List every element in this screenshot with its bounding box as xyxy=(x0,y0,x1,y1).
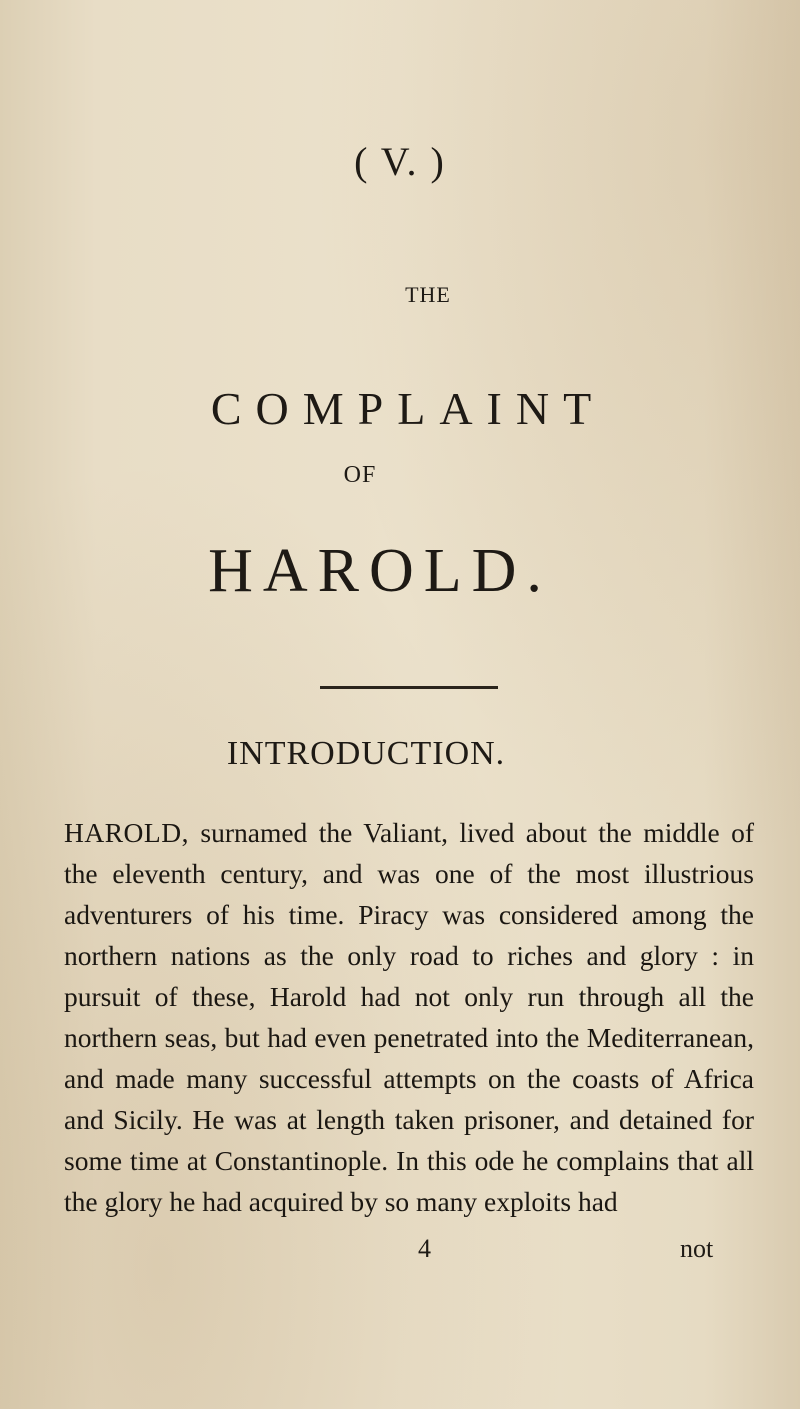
section-heading: INTRODUCTION. xyxy=(226,735,506,772)
title-harold: HAROLD. xyxy=(208,537,552,605)
title-complaint: COMPLAINT xyxy=(210,383,606,434)
paragraph-text: surnamed the Valiant, lived about the middle of the eleventh century, and was one of the most illustrious adventurers of his time. Piracy was considered among the northern nations as the only road to riches and glory : in pursuit of these, Harold had not only run through all the northern seas, but had even penetrated into the Mediterranean, and made many successful attempts on the coasts of Africa and Sicily. He was at length taken prisoner, and detained for some time at Constantinople. In this ode he complains that all the glory he had acquired by so many exploits had xyxy=(64,817,754,1217)
page-number: ( V. ) xyxy=(354,139,446,184)
lead-word: HAROLD, xyxy=(64,817,189,848)
title-of: OF xyxy=(343,462,377,488)
signature-mark: 4 xyxy=(418,1234,431,1263)
title-rule xyxy=(320,686,498,689)
catchword: not xyxy=(680,1234,714,1263)
body-paragraph xyxy=(64,812,754,1222)
title-the: THE xyxy=(405,282,451,307)
